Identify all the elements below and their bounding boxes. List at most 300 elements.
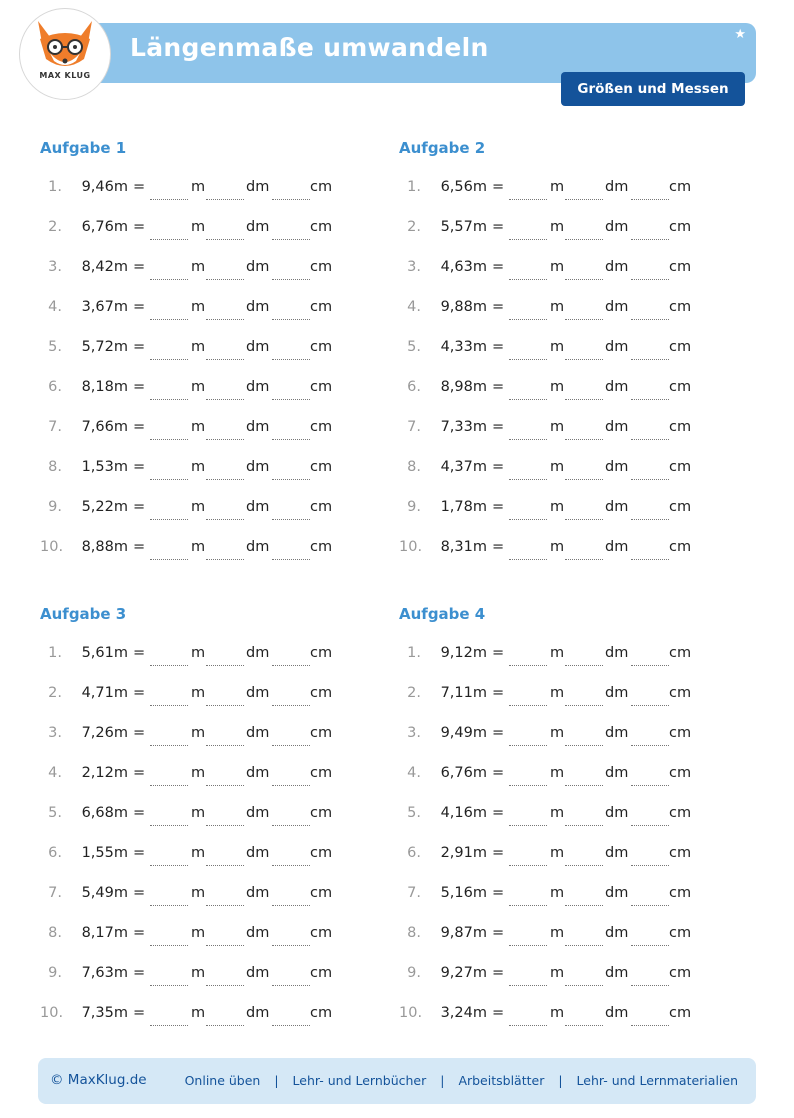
answer-blank-dm[interactable] — [565, 985, 603, 986]
task-block — [399, 604, 759, 1042]
exercise-number: 7. — [48, 885, 62, 901]
answer-blank-cm[interactable] — [631, 865, 669, 866]
answer-blank-cm[interactable] — [272, 985, 310, 986]
answer-blank-dm[interactable] — [565, 665, 603, 666]
unit-m: m — [550, 645, 565, 661]
answer-blank-m[interactable] — [509, 519, 547, 520]
answer-blank-dm[interactable] — [206, 519, 244, 520]
answer-blank-dm[interactable] — [565, 705, 603, 706]
equals-sign: = — [133, 725, 146, 741]
answer-blank-m[interactable] — [150, 665, 188, 666]
answer-blank-dm[interactable] — [206, 279, 244, 280]
fox-icon — [20, 9, 110, 99]
answer-blank-dm[interactable] — [206, 199, 244, 200]
unit-cm: cm — [669, 379, 692, 395]
answer-blank-cm[interactable] — [631, 479, 669, 480]
answer-blank-dm[interactable] — [206, 785, 244, 786]
answer-blank-m[interactable] — [509, 559, 547, 560]
answer-blank-m[interactable] — [150, 239, 188, 240]
unit-cm: cm — [669, 179, 692, 195]
answer-blank-dm[interactable] — [565, 239, 603, 240]
unit-dm: dm — [605, 1005, 629, 1021]
exercise-number: 7. — [407, 885, 421, 901]
unit-dm: dm — [246, 379, 270, 395]
exercise-row — [399, 536, 759, 576]
answer-blank-m[interactable] — [150, 439, 188, 440]
equals-sign: = — [492, 925, 505, 941]
unit-dm: dm — [246, 645, 270, 661]
answer-blank-m[interactable] — [509, 319, 547, 320]
answer-blank-cm[interactable] — [272, 279, 310, 280]
exercise-number: 3. — [48, 259, 62, 275]
exercise-row — [40, 336, 400, 376]
unit-dm: dm — [605, 459, 629, 475]
answer-blank-dm[interactable] — [206, 865, 244, 866]
answer-blank-m[interactable] — [150, 559, 188, 560]
answer-blank-dm[interactable] — [206, 399, 244, 400]
exercise-number: 8. — [48, 459, 62, 475]
answer-blank-m[interactable] — [150, 785, 188, 786]
exercise-row — [399, 762, 759, 802]
answer-blank-dm[interactable] — [565, 519, 603, 520]
category-badge: Größen und Messen — [561, 72, 745, 106]
answer-blank-m[interactable] — [509, 479, 547, 480]
exercise-value: 9,88m — [440, 299, 487, 315]
exercise-row — [40, 722, 400, 762]
answer-blank-m[interactable] — [150, 399, 188, 400]
answer-blank-dm[interactable] — [206, 559, 244, 560]
answer-blank-cm[interactable] — [272, 439, 310, 440]
answer-blank-cm[interactable] — [631, 825, 669, 826]
task-rows — [399, 642, 759, 1042]
answer-blank-dm[interactable] — [206, 439, 244, 440]
exercise-row — [399, 336, 759, 376]
answer-blank-m[interactable] — [150, 359, 188, 360]
answer-blank-cm[interactable] — [631, 665, 669, 666]
answer-blank-cm[interactable] — [272, 559, 310, 560]
answer-blank-m[interactable] — [150, 479, 188, 480]
answer-blank-cm[interactable] — [631, 1025, 669, 1026]
exercise-number: 3. — [407, 725, 421, 741]
unit-dm: dm — [246, 885, 270, 901]
unit-cm: cm — [669, 645, 692, 661]
answer-blank-dm[interactable] — [565, 1025, 603, 1026]
unit-m: m — [550, 219, 565, 235]
unit-cm: cm — [310, 219, 333, 235]
exercise-value: 1,78m — [440, 499, 487, 515]
exercise-number: 9. — [48, 965, 62, 981]
equals-sign: = — [492, 965, 505, 981]
exercise-row — [399, 802, 759, 842]
exercise-number: 2. — [48, 685, 62, 701]
unit-dm: dm — [605, 219, 629, 235]
equals-sign: = — [133, 925, 146, 941]
unit-m: m — [191, 725, 206, 741]
equals-sign: = — [492, 219, 505, 235]
answer-blank-cm[interactable] — [272, 399, 310, 400]
answer-blank-dm[interactable] — [206, 239, 244, 240]
task-block — [40, 604, 400, 1042]
unit-m: m — [191, 885, 206, 901]
exercise-value: 7,66m — [81, 419, 128, 435]
unit-cm: cm — [669, 419, 692, 435]
exercise-value: 1,53m — [81, 459, 128, 475]
exercise-value: 7,35m — [81, 1005, 128, 1021]
exercise-row — [399, 962, 759, 1002]
answer-blank-cm[interactable] — [272, 665, 310, 666]
task-title: Aufgabe 1 — [40, 139, 127, 157]
exercise-row — [40, 842, 400, 882]
exercise-value: 1,55m — [81, 845, 128, 861]
answer-blank-cm[interactable] — [631, 905, 669, 906]
exercise-row — [40, 496, 400, 536]
answer-blank-m[interactable] — [509, 745, 547, 746]
unit-cm: cm — [310, 379, 333, 395]
answer-blank-cm[interactable] — [272, 239, 310, 240]
unit-m: m — [550, 885, 565, 901]
unit-m: m — [550, 379, 565, 395]
exercise-row — [40, 1002, 400, 1042]
equals-sign: = — [492, 339, 505, 355]
exercise-value: 8,98m — [440, 379, 487, 395]
exercise-number: 3. — [48, 725, 62, 741]
equals-sign: = — [133, 299, 146, 315]
unit-m: m — [191, 965, 206, 981]
unit-cm: cm — [310, 925, 333, 941]
answer-blank-dm[interactable] — [565, 359, 603, 360]
unit-dm: dm — [605, 539, 629, 555]
answer-blank-dm[interactable] — [206, 665, 244, 666]
exercise-number: 6. — [48, 845, 62, 861]
exercise-number: 5. — [407, 805, 421, 821]
answer-blank-dm[interactable] — [206, 985, 244, 986]
footer-link-books[interactable]: Lehr- und Lernbücher — [292, 1073, 427, 1088]
answer-blank-cm[interactable] — [631, 399, 669, 400]
exercise-number: 5. — [48, 805, 62, 821]
answer-blank-m[interactable] — [150, 825, 188, 826]
answer-blank-dm[interactable] — [206, 745, 244, 746]
unit-m: m — [550, 925, 565, 941]
footer-links — [185, 1073, 738, 1088]
unit-dm: dm — [246, 925, 270, 941]
answer-blank-m[interactable] — [150, 945, 188, 946]
task-rows — [399, 176, 759, 576]
unit-cm: cm — [310, 965, 333, 981]
answer-blank-dm[interactable] — [206, 1025, 244, 1026]
equals-sign: = — [133, 339, 146, 355]
exercise-row — [399, 296, 759, 336]
exercise-row — [399, 376, 759, 416]
equals-sign: = — [492, 419, 505, 435]
exercise-row — [399, 256, 759, 296]
answer-blank-dm[interactable] — [565, 479, 603, 480]
equals-sign: = — [492, 765, 505, 781]
answer-blank-cm[interactable] — [272, 705, 310, 706]
answer-blank-m[interactable] — [150, 199, 188, 200]
exercise-row — [399, 1002, 759, 1042]
unit-cm: cm — [310, 179, 333, 195]
exercise-row — [399, 176, 759, 216]
answer-blank-cm[interactable] — [272, 785, 310, 786]
answer-blank-cm[interactable] — [631, 985, 669, 986]
equals-sign: = — [133, 219, 146, 235]
answer-blank-dm[interactable] — [565, 559, 603, 560]
unit-cm: cm — [669, 1005, 692, 1021]
exercise-number: 10. — [399, 539, 423, 555]
equals-sign: = — [492, 299, 505, 315]
answer-blank-m[interactable] — [509, 705, 547, 706]
answer-blank-m[interactable] — [509, 785, 547, 786]
answer-blank-cm[interactable] — [631, 745, 669, 746]
answer-blank-dm[interactable] — [565, 439, 603, 440]
unit-dm: dm — [246, 179, 270, 195]
unit-cm: cm — [669, 765, 692, 781]
exercise-number: 6. — [48, 379, 62, 395]
unit-m: m — [191, 645, 206, 661]
answer-blank-dm[interactable] — [565, 319, 603, 320]
unit-dm: dm — [605, 805, 629, 821]
answer-blank-dm[interactable] — [565, 945, 603, 946]
exercise-value: 7,11m — [440, 685, 487, 701]
answer-blank-dm[interactable] — [565, 905, 603, 906]
exercise-value: 3,24m — [440, 1005, 487, 1021]
unit-m: m — [191, 219, 206, 235]
exercise-value: 3,67m — [81, 299, 128, 315]
answer-blank-cm[interactable] — [631, 239, 669, 240]
unit-cm: cm — [669, 339, 692, 355]
unit-dm: dm — [246, 339, 270, 355]
exercise-row — [399, 882, 759, 922]
exercise-row — [40, 536, 400, 576]
unit-cm: cm — [669, 299, 692, 315]
footer-link-worksheets[interactable]: Arbeitsblätter — [458, 1073, 545, 1088]
answer-blank-m[interactable] — [509, 825, 547, 826]
equals-sign: = — [492, 685, 505, 701]
answer-blank-cm[interactable] — [272, 1025, 310, 1026]
answer-blank-cm[interactable] — [272, 199, 310, 200]
unit-dm: dm — [605, 259, 629, 275]
answer-blank-dm[interactable] — [206, 479, 244, 480]
answer-blank-m[interactable] — [509, 399, 547, 400]
unit-m: m — [550, 725, 565, 741]
exercise-number: 6. — [407, 379, 421, 395]
equals-sign: = — [133, 685, 146, 701]
answer-blank-m[interactable] — [509, 945, 547, 946]
answer-blank-cm[interactable] — [272, 905, 310, 906]
unit-dm: dm — [246, 965, 270, 981]
unit-m: m — [191, 459, 206, 475]
exercise-row — [399, 456, 759, 496]
exercise-row — [40, 882, 400, 922]
unit-m: m — [550, 1005, 565, 1021]
exercise-row — [40, 802, 400, 842]
exercise-row — [40, 176, 400, 216]
exercise-value: 7,26m — [81, 725, 128, 741]
answer-blank-cm[interactable] — [272, 945, 310, 946]
footer-separator: | — [274, 1073, 279, 1088]
exercise-value: 8,42m — [81, 259, 128, 275]
footer-link-online[interactable]: Online üben — [184, 1073, 261, 1088]
exercise-value: 5,61m — [81, 645, 128, 661]
answer-blank-m[interactable] — [509, 439, 547, 440]
unit-m: m — [550, 299, 565, 315]
task-rows — [40, 176, 400, 576]
exercise-value: 7,63m — [81, 965, 128, 981]
unit-dm: dm — [605, 339, 629, 355]
answer-blank-cm[interactable] — [631, 279, 669, 280]
answer-blank-cm[interactable] — [631, 559, 669, 560]
unit-dm: dm — [605, 685, 629, 701]
exercise-value: 9,27m — [440, 965, 487, 981]
unit-cm: cm — [310, 765, 333, 781]
answer-blank-m[interactable] — [509, 239, 547, 240]
unit-cm: cm — [310, 459, 333, 475]
exercise-value: 4,37m — [440, 459, 487, 475]
unit-dm: dm — [605, 765, 629, 781]
answer-blank-cm[interactable] — [631, 319, 669, 320]
answer-blank-m[interactable] — [150, 745, 188, 746]
equals-sign: = — [133, 259, 146, 275]
answer-blank-m[interactable] — [150, 905, 188, 906]
footer-link-materials[interactable]: Lehr- und Lernmaterialien — [576, 1073, 738, 1088]
unit-m: m — [191, 499, 206, 515]
answer-blank-m[interactable] — [509, 279, 547, 280]
answer-blank-cm[interactable] — [272, 745, 310, 746]
answer-blank-dm[interactable] — [565, 199, 603, 200]
exercise-row — [40, 216, 400, 256]
answer-blank-m[interactable] — [509, 199, 547, 200]
answer-blank-m[interactable] — [509, 905, 547, 906]
exercise-value: 9,87m — [440, 925, 487, 941]
exercise-value: 8,17m — [81, 925, 128, 941]
exercise-value: 5,57m — [440, 219, 487, 235]
unit-m: m — [550, 539, 565, 555]
unit-m: m — [191, 299, 206, 315]
exercise-number: 10. — [40, 539, 64, 555]
equals-sign: = — [133, 1005, 146, 1021]
answer-blank-m[interactable] — [509, 359, 547, 360]
answer-blank-dm[interactable] — [206, 825, 244, 826]
exercise-row — [399, 922, 759, 962]
unit-dm: dm — [605, 885, 629, 901]
equals-sign: = — [492, 259, 505, 275]
answer-blank-m[interactable] — [509, 665, 547, 666]
unit-m: m — [550, 499, 565, 515]
answer-blank-cm[interactable] — [631, 705, 669, 706]
exercise-number: 9. — [407, 499, 421, 515]
equals-sign: = — [492, 499, 505, 515]
unit-m: m — [191, 339, 206, 355]
answer-blank-m[interactable] — [509, 985, 547, 986]
exercise-value: 6,68m — [81, 805, 128, 821]
answer-blank-m[interactable] — [509, 1025, 547, 1026]
exercise-value: 5,22m — [81, 499, 128, 515]
exercise-value: 9,46m — [81, 179, 128, 195]
answer-blank-cm[interactable] — [272, 479, 310, 480]
equals-sign: = — [133, 459, 146, 475]
exercise-value: 6,76m — [81, 219, 128, 235]
exercise-number: 8. — [407, 459, 421, 475]
answer-blank-m[interactable] — [509, 865, 547, 866]
equals-sign: = — [492, 539, 505, 555]
answer-blank-m[interactable] — [150, 1025, 188, 1026]
exercise-value: 4,71m — [81, 685, 128, 701]
unit-m: m — [191, 765, 206, 781]
answer-blank-dm[interactable] — [206, 945, 244, 946]
unit-dm: dm — [246, 805, 270, 821]
answer-blank-cm[interactable] — [631, 359, 669, 360]
exercise-row — [40, 682, 400, 722]
unit-m: m — [191, 539, 206, 555]
exercise-number: 3. — [407, 259, 421, 275]
exercise-number: 7. — [407, 419, 421, 435]
unit-m: m — [191, 179, 206, 195]
unit-cm: cm — [669, 219, 692, 235]
exercise-value: 4,16m — [440, 805, 487, 821]
equals-sign: = — [133, 845, 146, 861]
unit-cm: cm — [669, 685, 692, 701]
answer-blank-dm[interactable] — [565, 865, 603, 866]
equals-sign: = — [492, 379, 505, 395]
answer-blank-cm[interactable] — [631, 945, 669, 946]
exercise-value: 4,63m — [440, 259, 487, 275]
answer-blank-cm[interactable] — [272, 519, 310, 520]
answer-blank-m[interactable] — [150, 985, 188, 986]
unit-dm: dm — [246, 539, 270, 555]
answer-blank-cm[interactable] — [272, 359, 310, 360]
answer-blank-m[interactable] — [150, 519, 188, 520]
unit-cm: cm — [310, 845, 333, 861]
answer-blank-dm[interactable] — [206, 319, 244, 320]
answer-blank-cm[interactable] — [631, 519, 669, 520]
answer-blank-m[interactable] — [150, 865, 188, 866]
unit-dm: dm — [605, 419, 629, 435]
answer-blank-cm[interactable] — [272, 865, 310, 866]
exercise-value: 6,76m — [440, 765, 487, 781]
answer-blank-cm[interactable] — [272, 319, 310, 320]
unit-m: m — [191, 1005, 206, 1021]
answer-blank-dm[interactable] — [206, 359, 244, 360]
unit-dm: dm — [605, 845, 629, 861]
answer-blank-cm[interactable] — [272, 825, 310, 826]
answer-blank-dm[interactable] — [206, 705, 244, 706]
unit-dm: dm — [246, 299, 270, 315]
answer-blank-m[interactable] — [150, 319, 188, 320]
exercise-number: 2. — [407, 685, 421, 701]
answer-blank-dm[interactable] — [565, 825, 603, 826]
answer-blank-dm[interactable] — [565, 279, 603, 280]
answer-blank-cm[interactable] — [631, 439, 669, 440]
answer-blank-dm[interactable] — [565, 399, 603, 400]
answer-blank-cm[interactable] — [631, 785, 669, 786]
exercise-number: 9. — [48, 499, 62, 515]
exercise-row — [40, 642, 400, 682]
unit-cm: cm — [669, 725, 692, 741]
answer-blank-dm[interactable] — [206, 905, 244, 906]
answer-blank-m[interactable] — [150, 279, 188, 280]
answer-blank-dm[interactable] — [565, 745, 603, 746]
unit-m: m — [550, 459, 565, 475]
exercise-row — [399, 722, 759, 762]
equals-sign: = — [492, 725, 505, 741]
unit-dm: dm — [605, 925, 629, 941]
unit-dm: dm — [246, 259, 270, 275]
unit-dm: dm — [605, 965, 629, 981]
answer-blank-dm[interactable] — [565, 785, 603, 786]
answer-blank-m[interactable] — [150, 705, 188, 706]
exercise-number: 5. — [407, 339, 421, 355]
answer-blank-cm[interactable] — [631, 199, 669, 200]
